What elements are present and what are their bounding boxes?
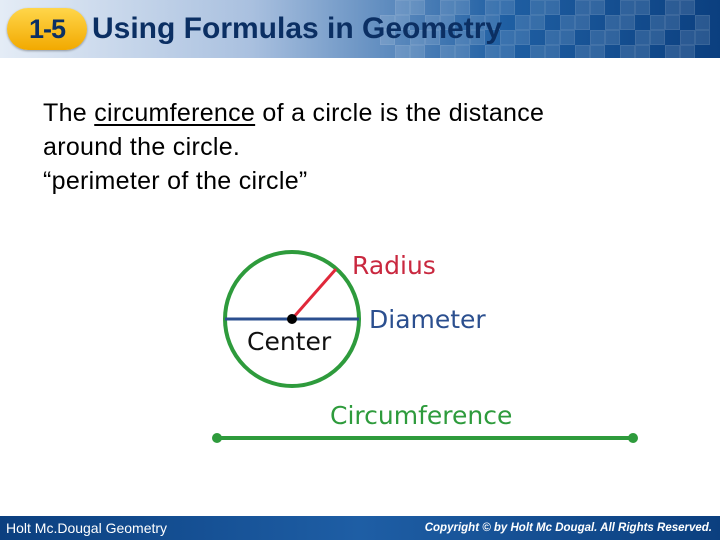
definition-line-3: “perimeter of the circle” xyxy=(43,167,308,195)
slide-footer xyxy=(0,516,720,540)
radius-label: Radius xyxy=(352,251,436,280)
footer-publisher: Holt Mc.Dougal Geometry xyxy=(6,520,168,536)
radius-line xyxy=(292,269,336,319)
circumference-line-start xyxy=(212,433,222,443)
center-label: Center xyxy=(247,327,332,356)
definition-rest: of a circle is the distance xyxy=(255,99,545,127)
footer-copyright: Copyright © by Holt Mc Dougal. All Rights Reserved. xyxy=(424,522,712,534)
slide-title: Using Formulas in Geometry xyxy=(92,12,503,45)
definition-intro: The xyxy=(43,99,95,127)
diameter-label: Diameter xyxy=(369,305,486,334)
lesson-number: 1-5 xyxy=(28,14,66,44)
circumference-line-end xyxy=(628,433,638,443)
center-point xyxy=(287,314,297,324)
definition-line-2: around the circle. xyxy=(43,133,241,161)
circumference-label: Circumference xyxy=(330,401,513,430)
term-circumference: circumference xyxy=(94,99,256,127)
